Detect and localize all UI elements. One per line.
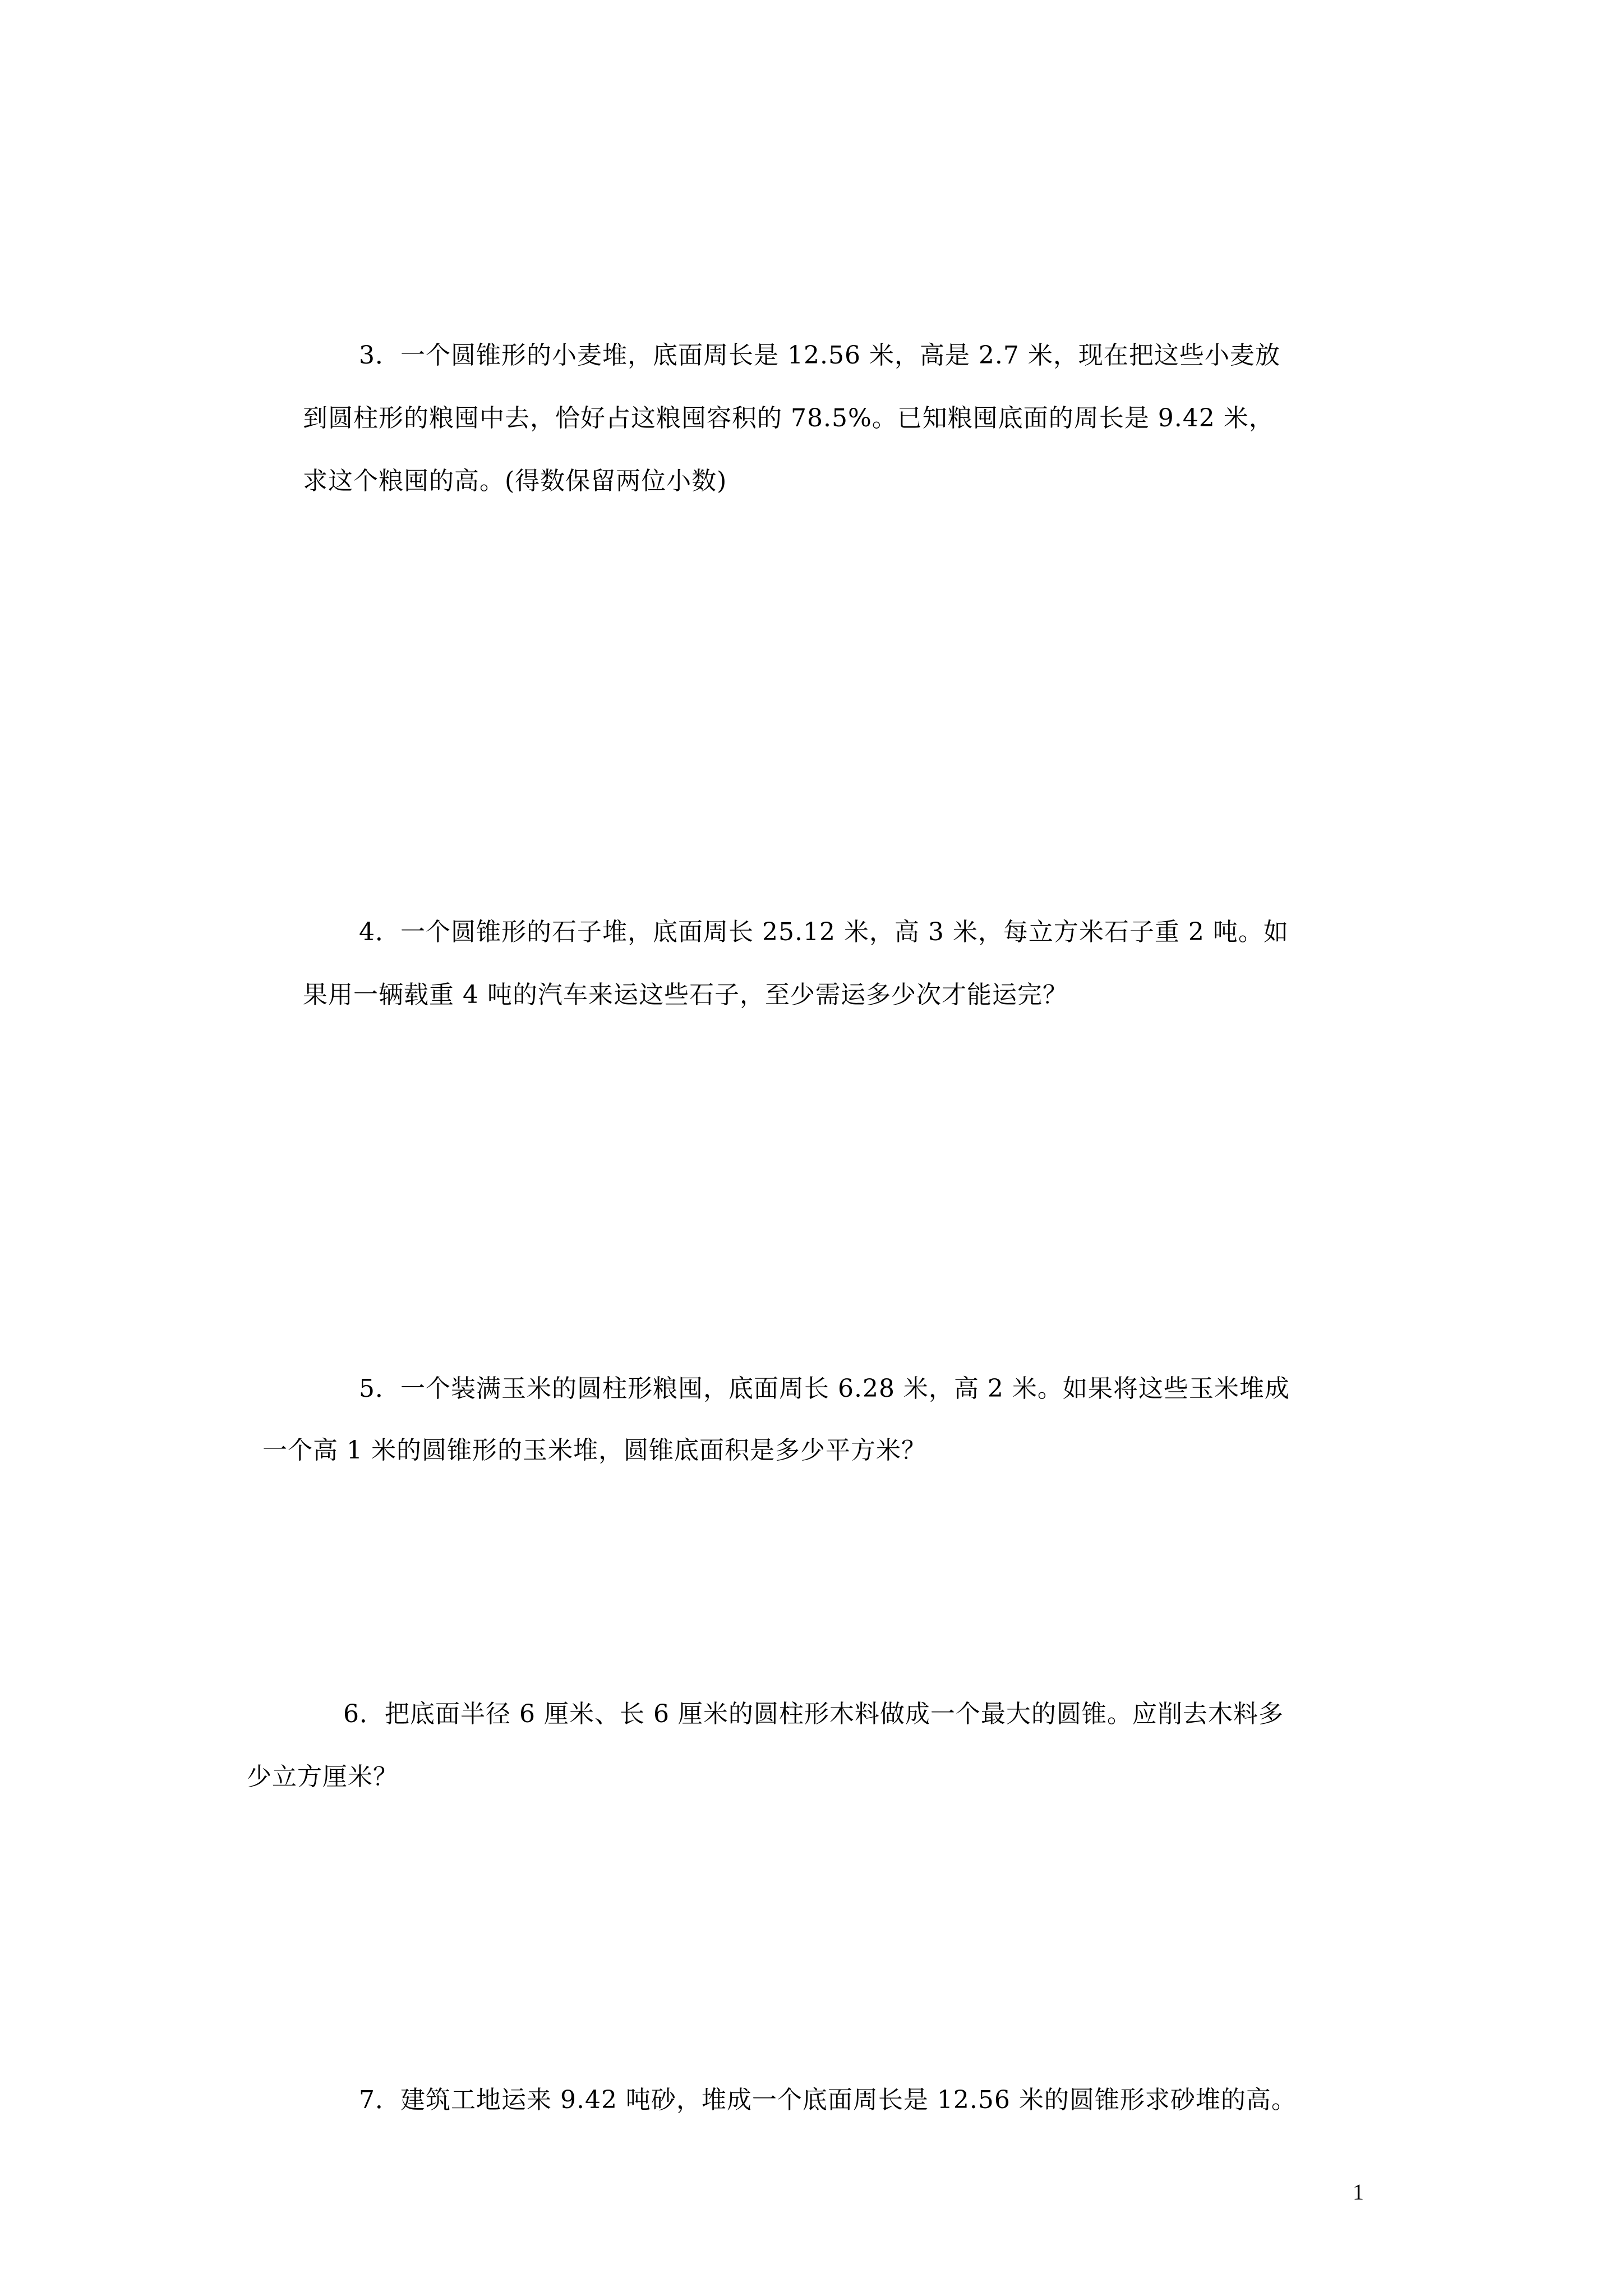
problem-3-line-2: 到圆柱形的粮囤中去，恰好占这粮囤容积的 78.5%。已知粮囤底面的周长是 9.42 米， [303, 404, 1274, 432]
problem-4-line-1: 4．一个圆锥形的石子堆，底面周长 25.12 米，高 3 米，每立方米石子重 2 吨。如 [359, 918, 1289, 946]
problem-3-line-1: 3．一个圆锥形的小麦堆，底面周长是 12.56 米，高是 2.7 米，现在把这些小麦放 [359, 341, 1280, 370]
problem-4-line-2: 果用一辆载重 4 吨的汽车来运这些石子，至少需运多少次才能运完？ [303, 981, 1068, 1009]
problem-3-line-3: 求这个粮囤的高。(得数保留两位小数) [303, 467, 727, 495]
problem-7-line-1: 7．建筑工地运来 9.42 吨砂，堆成一个底面周长是 12.56 米的圆锥形求砂堆的高。 [359, 2086, 1297, 2114]
problem-6-line-1: 6．把底面半径 6 厘米、长 6 厘米的圆柱形木料做成一个最大的圆锥。应削去木料多 [343, 1700, 1284, 1728]
problem-5-line-1: 5．一个装满玉米的圆柱形粮囤，底面周长 6.28 米，高 2 米。如果将这些玉米堆成 [359, 1374, 1290, 1403]
page-number: 1 [1353, 2179, 1364, 2205]
problem-5-line-2: 一个高 1 米的圆锥形的玉米堆，圆锥底面积是多少平方米？ [262, 1436, 926, 1465]
problem-6-line-2: 少立方厘米？ [247, 1763, 398, 1791]
